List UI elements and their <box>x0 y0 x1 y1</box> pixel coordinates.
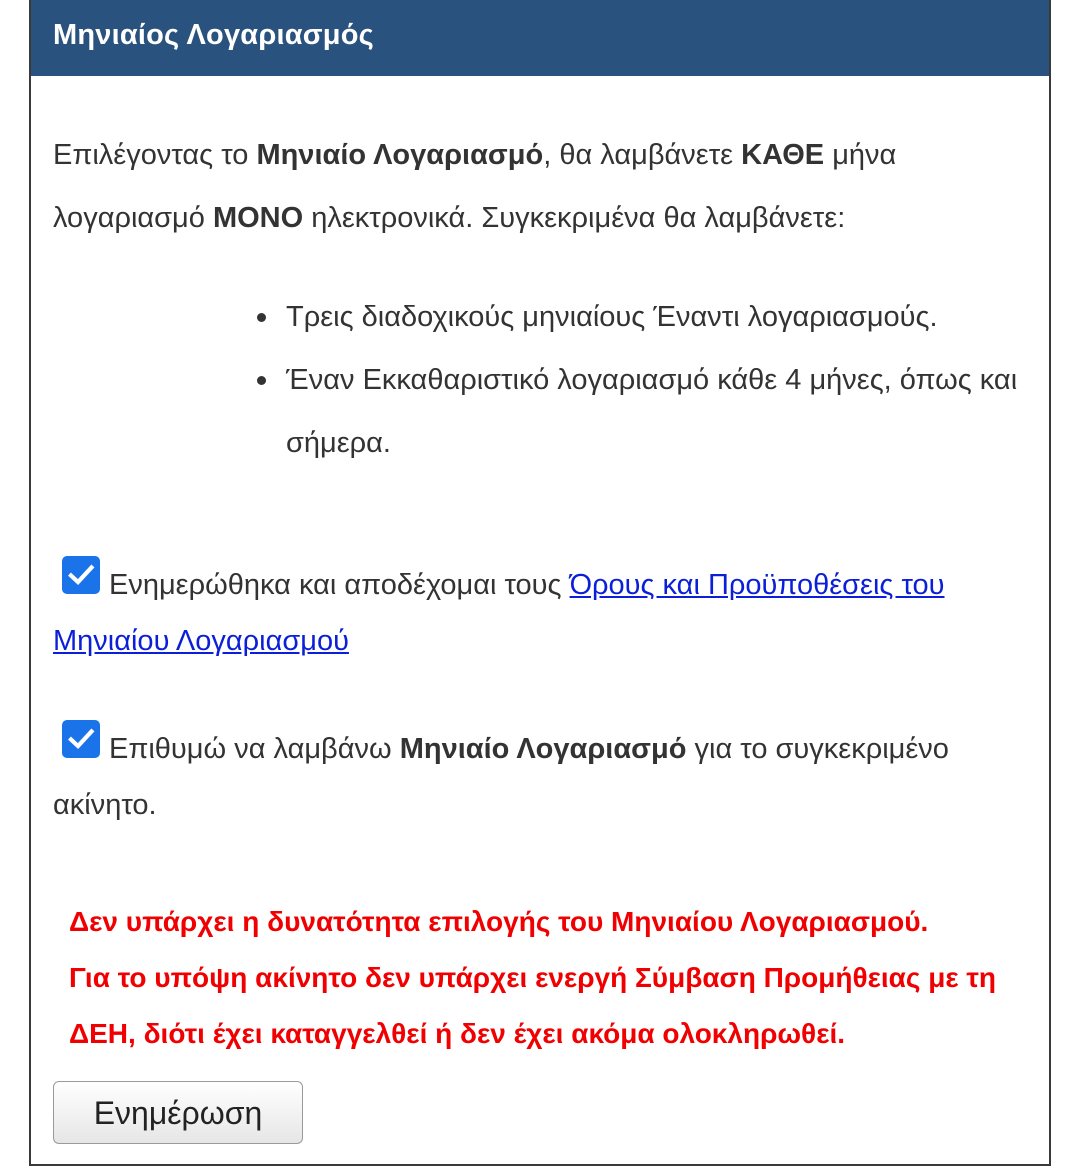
bullet-icon <box>257 313 266 322</box>
terms-checkbox[interactable] <box>62 556 100 594</box>
intro-text-4: ηλεκτρονικά. Συγκεκριμένα θα λαμβάνετε: <box>303 202 846 234</box>
intro-paragraph <box>53 124 1013 250</box>
panel-header <box>31 0 1049 76</box>
list-item <box>257 349 1027 475</box>
intro-text-2: , θα λαμβάνετε <box>543 139 742 171</box>
warning-line-1: Δεν υπάρχει η δυνατότητα επιλογής του Μηνιαίου Λογαριασμού. <box>69 906 929 937</box>
panel-title: Μηνιαίος Λογαριασμός <box>53 19 374 51</box>
intro-bold-every: ΚΑΘΕ <box>741 139 825 171</box>
intro-text-3: μήνα λογαριασμό <box>53 139 897 234</box>
warning-line-2: Για το υπόψη ακίνητο δεν υπάρχει ενεργή Σύμβαση Προμήθειας με τη ΔΕΗ, διότι έχει καταγγελθεί ή δεν έχει ακόμα ολοκληρωθεί. <box>69 962 997 1049</box>
list-item <box>257 286 1027 349</box>
bill-types-list <box>257 286 1027 475</box>
monthly-bill-label-bold: Μηνιαίο Λογαριασμό <box>399 733 687 765</box>
intro-text-1: Επιλέγοντας το <box>53 139 257 171</box>
monthly-bill-panel <box>29 0 1051 1166</box>
monthly-bill-consent-row <box>53 721 1028 833</box>
monthly-bill-label-2: για το συγκεκριμένο ακίνητο. <box>53 733 949 821</box>
terms-label: Ενημερώθηκα και αποδέχομαι τους <box>109 569 570 601</box>
intro-bold-monthly-bill: Μηνιαίο Λογαριασμό <box>256 139 544 171</box>
terms-link[interactable]: Όρους και Προϋποθέσεις του Μηνιαίου Λογαριασμού <box>53 569 945 657</box>
bullet-icon <box>257 376 266 385</box>
monthly-bill-label-1: Επιθυμώ να λαμβάνω <box>109 733 400 765</box>
monthly-bill-checkbox[interactable] <box>62 720 100 758</box>
checkmark-icon <box>66 724 96 754</box>
intro-bold-only: ΜΟΝΟ <box>212 202 304 234</box>
list-item-text: Έναν Εκκαθαριστικό λογαριασμό κάθε 4 μήνες, όπως και σήμερα. <box>286 364 1018 459</box>
update-button[interactable]: Ενημέρωση <box>53 1081 303 1144</box>
list-item-text: Τρεις διαδοχικούς μηνιαίους Έναντι λογαριασμούς. <box>286 301 938 333</box>
checkmark-icon <box>66 560 96 590</box>
terms-consent-row <box>53 557 1028 669</box>
warning-message <box>69 894 1029 1062</box>
